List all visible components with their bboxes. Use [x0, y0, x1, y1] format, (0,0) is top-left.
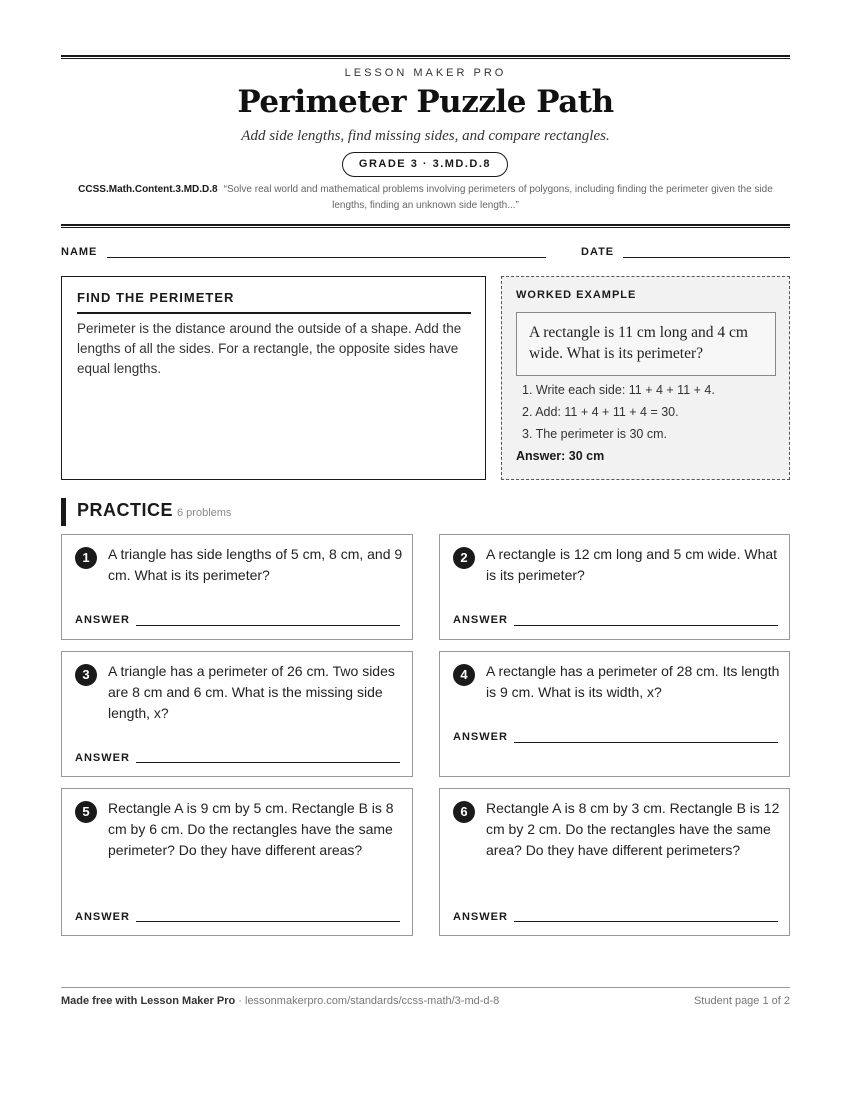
problem-text: A triangle has a perimeter of 26 cm. Two sides are 8 cm and 6 cm. What is the missing side length, x?	[108, 663, 395, 721]
problem-card	[61, 788, 413, 936]
problem-number: 2	[453, 547, 475, 569]
problem-card	[439, 534, 790, 640]
date-label: DATE	[581, 246, 615, 258]
answer-field[interactable]	[514, 742, 778, 743]
grade-badge: GRADE 3 · 3.MD.D.8	[342, 152, 508, 177]
brand-name: LESSON MAKER PRO	[344, 67, 507, 79]
practice-title: PRACTICE	[77, 500, 174, 520]
problem-text: Rectangle A is 9 cm by 5 cm. Rectangle B is 8 cm by 6 cm. Do the rectangles have the same perimeter? Do they have different areas?	[108, 800, 394, 858]
worked-example-step: 3. The perimeter is 30 cm.	[522, 427, 667, 441]
problem-number: 3	[75, 664, 97, 686]
answer-field[interactable]	[136, 625, 400, 626]
problem-number: 5	[75, 801, 97, 823]
worked-example-answer: Answer: 30 cm	[516, 449, 605, 463]
find-perimeter-text: Perimeter is the distance around the outside of a shape. Add the lengths of all the sides. For a rectangle, the opposite sides have equal lengths.	[77, 321, 462, 376]
find-perimeter-rule	[77, 312, 471, 314]
problem-card	[61, 651, 413, 777]
answer-label: ANSWER	[453, 911, 508, 923]
practice-accent-bar	[61, 498, 66, 526]
footer-rule	[61, 987, 790, 988]
problem-text: Rectangle A is 8 cm by 3 cm. Rectangle B is 12 cm by 2 cm. Do the rectangles have the same area? Do they have different perimeters?	[486, 800, 780, 858]
answer-label: ANSWER	[75, 614, 130, 626]
problem-card	[61, 534, 413, 640]
answer-field[interactable]	[514, 625, 778, 626]
answer-label: ANSWER	[453, 614, 508, 626]
problem-number: 6	[453, 801, 475, 823]
footer-credit	[61, 995, 499, 1007]
date-field[interactable]	[623, 257, 790, 258]
worked-example-box	[501, 276, 790, 480]
header-bottom-rule	[61, 224, 790, 228]
find-perimeter-title: FIND THE PERIMETER	[77, 290, 235, 305]
problem-text: A rectangle has a perimeter of 28 cm. Its length is 9 cm. What is its width, x?	[486, 663, 780, 700]
answer-field[interactable]	[136, 762, 400, 763]
name-field[interactable]	[107, 257, 546, 258]
answer-field[interactable]	[514, 921, 778, 922]
page-title: Perimeter Puzzle Path	[237, 84, 614, 120]
worked-example-step: 1. Write each side: 11 + 4 + 11 + 4.	[522, 383, 715, 397]
answer-field[interactable]	[136, 921, 400, 922]
worked-example-steps	[522, 379, 715, 445]
worked-example-title: WORKED EXAMPLE	[516, 289, 637, 301]
problem-number: 4	[453, 664, 475, 686]
problem-card	[439, 651, 790, 777]
footer-made-with: Made free with Lesson Maker Pro	[61, 995, 236, 1007]
practice-count: 6 problems	[177, 507, 232, 519]
name-label: NAME	[61, 246, 98, 258]
header-top-rule	[61, 55, 790, 59]
find-perimeter-box	[61, 276, 486, 480]
standard-text: “Solve real world and mathematical problems involving perimeters of polygons, including finding the perimeter given the side lengths, finding an unknown side length...”	[223, 184, 773, 211]
worked-example-step: 2. Add: 11 + 4 + 11 + 4 = 30.	[522, 405, 679, 419]
page-subtitle: Add side lengths, find missing sides, and compare rectangles.	[241, 128, 610, 144]
answer-label: ANSWER	[453, 731, 508, 743]
answer-label: ANSWER	[75, 911, 130, 923]
standard-description	[61, 182, 790, 214]
problem-text: A rectangle is 12 cm long and 5 cm wide. What is its perimeter?	[486, 546, 778, 583]
worked-example-question: A rectangle is 11 cm long and 4 cm wide. What is its perimeter?	[516, 312, 776, 376]
standard-code: CCSS.Math.Content.3.MD.D.8	[78, 184, 218, 195]
answer-label: ANSWER	[75, 752, 130, 764]
problem-card	[439, 788, 790, 936]
footer-page-number: Student page 1 of 2	[693, 995, 790, 1007]
problem-number: 1	[75, 547, 97, 569]
footer-link[interactable]: · lessonmakerpro.com/standards/ccss-math/3-md-d-8	[235, 995, 500, 1007]
problem-text: A triangle has side lengths of 5 cm, 8 cm, and 9 cm. What is its perimeter?	[108, 546, 403, 583]
